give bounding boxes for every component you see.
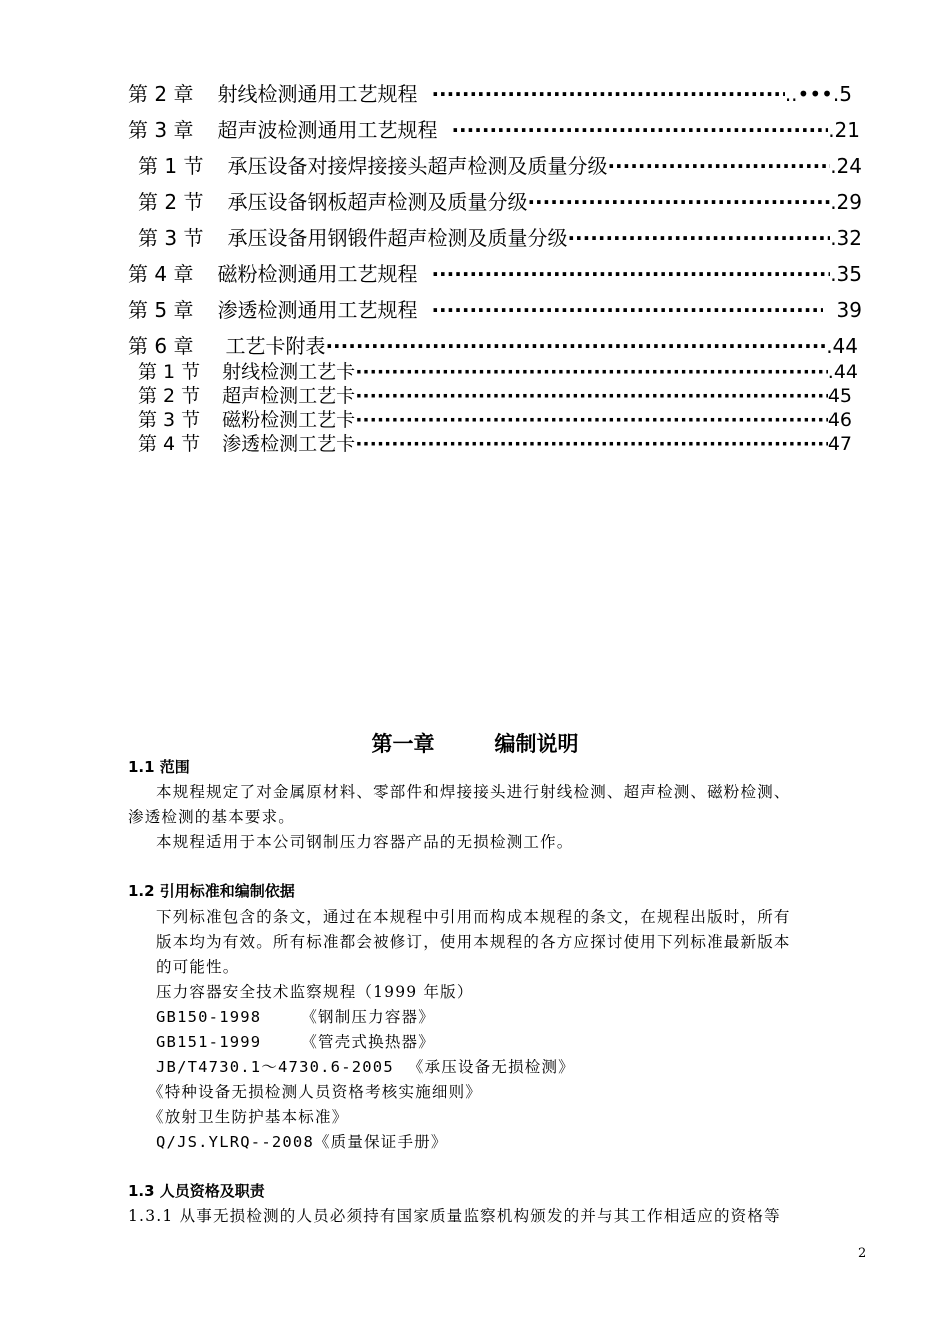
section-heading: 1.1 范围 bbox=[128, 758, 190, 776]
toc-label: 第 2 章 bbox=[128, 82, 194, 106]
chapter-title: 编制说明 bbox=[494, 732, 579, 756]
toc-entry[interactable] bbox=[138, 186, 862, 215]
toc-page: .24 bbox=[830, 154, 862, 178]
paragraph-line: 版本均为有效。所有标准都会被修订，使用本规程的各方应探讨使用下列标准最新版本 bbox=[156, 933, 791, 951]
toc-title: 渗透检测工艺卡 bbox=[222, 433, 356, 455]
reference-code: Q/JS.YLRQ--2008 bbox=[156, 1133, 314, 1151]
paragraph-line: 本规程规定了对金属原材料、零部件和焊接接头进行射线检测、超声检测、磁粉检测、 bbox=[156, 783, 791, 801]
toc-title: 射线检测工艺卡 bbox=[222, 361, 356, 383]
toc-page: 46 bbox=[827, 409, 852, 431]
toc-leader bbox=[325, 334, 826, 358]
toc-page: .21 bbox=[828, 118, 860, 142]
toc-leader bbox=[355, 385, 828, 407]
toc-page: 39 bbox=[836, 298, 862, 322]
section-heading: 1.2 引用标准和编制依据 bbox=[128, 882, 295, 900]
paragraph-line: 渗透检测的基本要求。 bbox=[128, 808, 296, 826]
toc-label: 第 4 节 bbox=[138, 433, 201, 455]
toc-entry[interactable] bbox=[138, 150, 862, 179]
toc-page: .32 bbox=[830, 226, 862, 250]
toc-page: ..•••.5 bbox=[784, 82, 852, 106]
toc-entry[interactable] bbox=[128, 114, 860, 143]
reference-code: GB151-1999 bbox=[156, 1033, 262, 1051]
toc-title: 射线检测通用工艺规程 bbox=[217, 82, 418, 106]
chapter-heading bbox=[0, 728, 950, 758]
toc-title: 渗透检测通用工艺规程 bbox=[217, 298, 418, 322]
toc-title: 承压设备对接焊接接头超声检测及质量分级 bbox=[227, 154, 608, 178]
toc-entry[interactable] bbox=[128, 330, 858, 359]
toc-label: 第 1 节 bbox=[138, 361, 201, 383]
toc-leader bbox=[431, 262, 830, 286]
toc-leader bbox=[431, 82, 784, 106]
chapter-number: 第一章 bbox=[371, 732, 435, 756]
reference-item bbox=[156, 1055, 575, 1077]
toc-entry[interactable] bbox=[138, 381, 852, 408]
toc-label: 第 2 节 bbox=[138, 190, 204, 214]
toc-leader bbox=[607, 154, 830, 178]
toc-title: 超声波检测通用工艺规程 bbox=[217, 118, 438, 142]
paragraph-line: 的可能性。 bbox=[156, 958, 240, 976]
toc-page: .35 bbox=[830, 262, 862, 286]
toc-leader bbox=[527, 190, 830, 214]
toc-page: 45 bbox=[827, 385, 852, 407]
toc-label: 第 6 章 bbox=[128, 334, 194, 358]
toc-leader bbox=[431, 298, 822, 322]
page-number: 2 bbox=[858, 1246, 867, 1261]
toc-leader bbox=[451, 118, 828, 142]
toc-page: .44 bbox=[826, 334, 858, 358]
toc-entry[interactable] bbox=[138, 429, 852, 456]
reference-name: 《承压设备无损检测》 bbox=[407, 1058, 575, 1076]
reference-name: 《管壳式换热器》 bbox=[301, 1033, 435, 1051]
toc-entry[interactable] bbox=[128, 294, 862, 323]
toc-entry[interactable] bbox=[138, 405, 852, 432]
paragraph-line: 下列标准包含的条文，通过在本规程中引用而构成本规程的条文，在规程出版时，所有 bbox=[156, 908, 791, 926]
reference-name: 《钢制压力容器》 bbox=[301, 1008, 435, 1026]
reference-item bbox=[156, 1030, 435, 1052]
toc-page: .44 bbox=[827, 361, 858, 383]
toc-leader bbox=[355, 361, 828, 383]
toc-entry[interactable] bbox=[128, 258, 862, 287]
reference-code: GB150-1998 bbox=[156, 1008, 262, 1026]
toc-leader bbox=[355, 433, 828, 455]
toc-title: 磁粉检测工艺卡 bbox=[222, 409, 356, 431]
reference-item: 《特种设备无损检测人员资格考核实施细则》 bbox=[148, 1083, 483, 1101]
toc-title: 承压设备钢板超声检测及质量分级 bbox=[227, 190, 528, 214]
toc-entry[interactable] bbox=[138, 357, 858, 384]
reference-item bbox=[156, 1130, 448, 1152]
toc-label: 第 3 节 bbox=[138, 409, 201, 431]
toc-page: 47 bbox=[827, 433, 852, 455]
toc-title: 超声检测工艺卡 bbox=[222, 385, 356, 407]
reference-code: JB/T4730.1～4730.6-2005 bbox=[156, 1058, 394, 1076]
toc-page: .29 bbox=[830, 190, 862, 214]
toc-entry[interactable] bbox=[138, 222, 862, 251]
toc-label: 第 2 节 bbox=[138, 385, 201, 407]
reference-item: 压力容器安全技术监察规程（1999 年版） bbox=[156, 983, 474, 1001]
toc-label: 第 4 章 bbox=[128, 262, 194, 286]
section-heading: 1.3 人员资格及职责 bbox=[128, 1182, 265, 1200]
reference-name: 《质量保证手册》 bbox=[313, 1133, 448, 1151]
paragraph-line: 本规程适用于本公司钢制压力容器产品的无损检测工作。 bbox=[156, 833, 574, 851]
toc-label: 第 1 节 bbox=[138, 154, 204, 178]
toc-entry[interactable] bbox=[128, 78, 852, 107]
paragraph-line: 1.3.1 从事无损检测的人员必须持有国家质量监察机构颁发的并与其工作相适应的资格等 bbox=[128, 1207, 781, 1225]
toc-label: 第 3 节 bbox=[138, 226, 204, 250]
toc-label: 第 3 章 bbox=[128, 118, 194, 142]
toc-title: 磁粉检测通用工艺规程 bbox=[217, 262, 418, 286]
toc-label: 第 5 章 bbox=[128, 298, 194, 322]
reference-item: 《放射卫生防护基本标准》 bbox=[148, 1108, 349, 1126]
toc-leader bbox=[567, 226, 830, 250]
toc-leader bbox=[355, 409, 828, 431]
toc-title: 工艺卡附表 bbox=[225, 334, 326, 358]
toc-title: 承压设备用钢锻件超声检测及质量分级 bbox=[227, 226, 568, 250]
reference-item bbox=[156, 1005, 435, 1027]
